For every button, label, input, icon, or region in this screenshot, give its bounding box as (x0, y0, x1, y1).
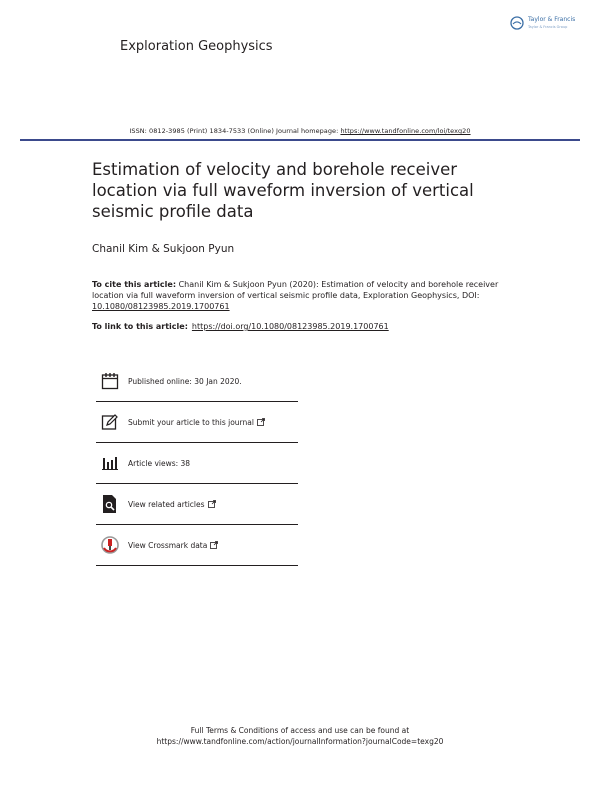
published-online-row (96, 361, 298, 402)
external-link-icon (210, 541, 218, 549)
bar-chart-icon (99, 452, 121, 474)
submit-article-label[interactable]: Submit your article to this journal (128, 417, 254, 427)
citation-label: To cite this article: (92, 280, 177, 289)
external-link-icon (257, 418, 265, 426)
article-views-label: Article views: 38 (128, 458, 191, 468)
article-views-row (96, 443, 298, 484)
calendar-icon (99, 370, 121, 392)
published-online-label: Published online: 30 Jan 2020. (128, 376, 242, 386)
article-metadata-list (96, 361, 298, 566)
footer-line-1: Full Terms & Conditions of access and use can be found at (190, 726, 410, 735)
submit-article-icon (99, 411, 121, 433)
publisher-subname: Taylor & Francis Group (528, 24, 568, 29)
crossmark-label[interactable]: View Crossmark data (128, 540, 208, 550)
issn-text: ISSN: 0812-3985 (Print) 1834-7533 (Online) Journal homepage: (129, 127, 341, 135)
journal-homepage-link[interactable]: https://www.tandfonline.com/loi/texg20 (340, 127, 471, 135)
link-label: To link to this article: (92, 322, 188, 331)
issn-line (0, 127, 600, 135)
publisher-logo[interactable] (510, 16, 575, 30)
journal-title: Exploration Geophysics (120, 39, 273, 54)
external-link-icon (208, 500, 216, 508)
terms-footer (0, 725, 600, 747)
submit-article-row[interactable] (96, 402, 298, 443)
publisher-name (528, 17, 575, 30)
related-articles-icon (99, 493, 121, 515)
citation-doi-link[interactable]: 10.1080/08123985.2019.1700761 (92, 302, 230, 311)
citation (92, 279, 532, 312)
link-to-article (92, 322, 389, 331)
authors: Chanil Kim & Sukjoon Pyun (92, 243, 235, 255)
publisher-name-text: Taylor & Francis (528, 15, 576, 23)
crossmark-icon (99, 534, 121, 556)
related-articles-label[interactable]: View related articles (128, 499, 205, 509)
footer-terms-link[interactable]: https://www.tandfonline.com/action/journalInformation?journalCode=texg20 (156, 737, 444, 746)
article-url-link[interactable]: https://doi.org/10.1080/08123985.2019.1700761 (191, 322, 389, 331)
crossmark-row[interactable] (96, 525, 298, 566)
header-divider (20, 139, 580, 141)
taylor-francis-logo-icon (510, 16, 524, 30)
related-articles-row[interactable] (96, 484, 298, 525)
article-title: Estimation of velocity and borehole receiver location via full waveform inversion of vertical seismic profile data (92, 160, 474, 221)
citation-text: Chanil Kim & Sukjoon Pyun (2020): Estimation of velocity and borehole receiver location via full waveform inversion of vertical seismic profile data, Exploration Geophysics, DOI: (92, 280, 499, 300)
